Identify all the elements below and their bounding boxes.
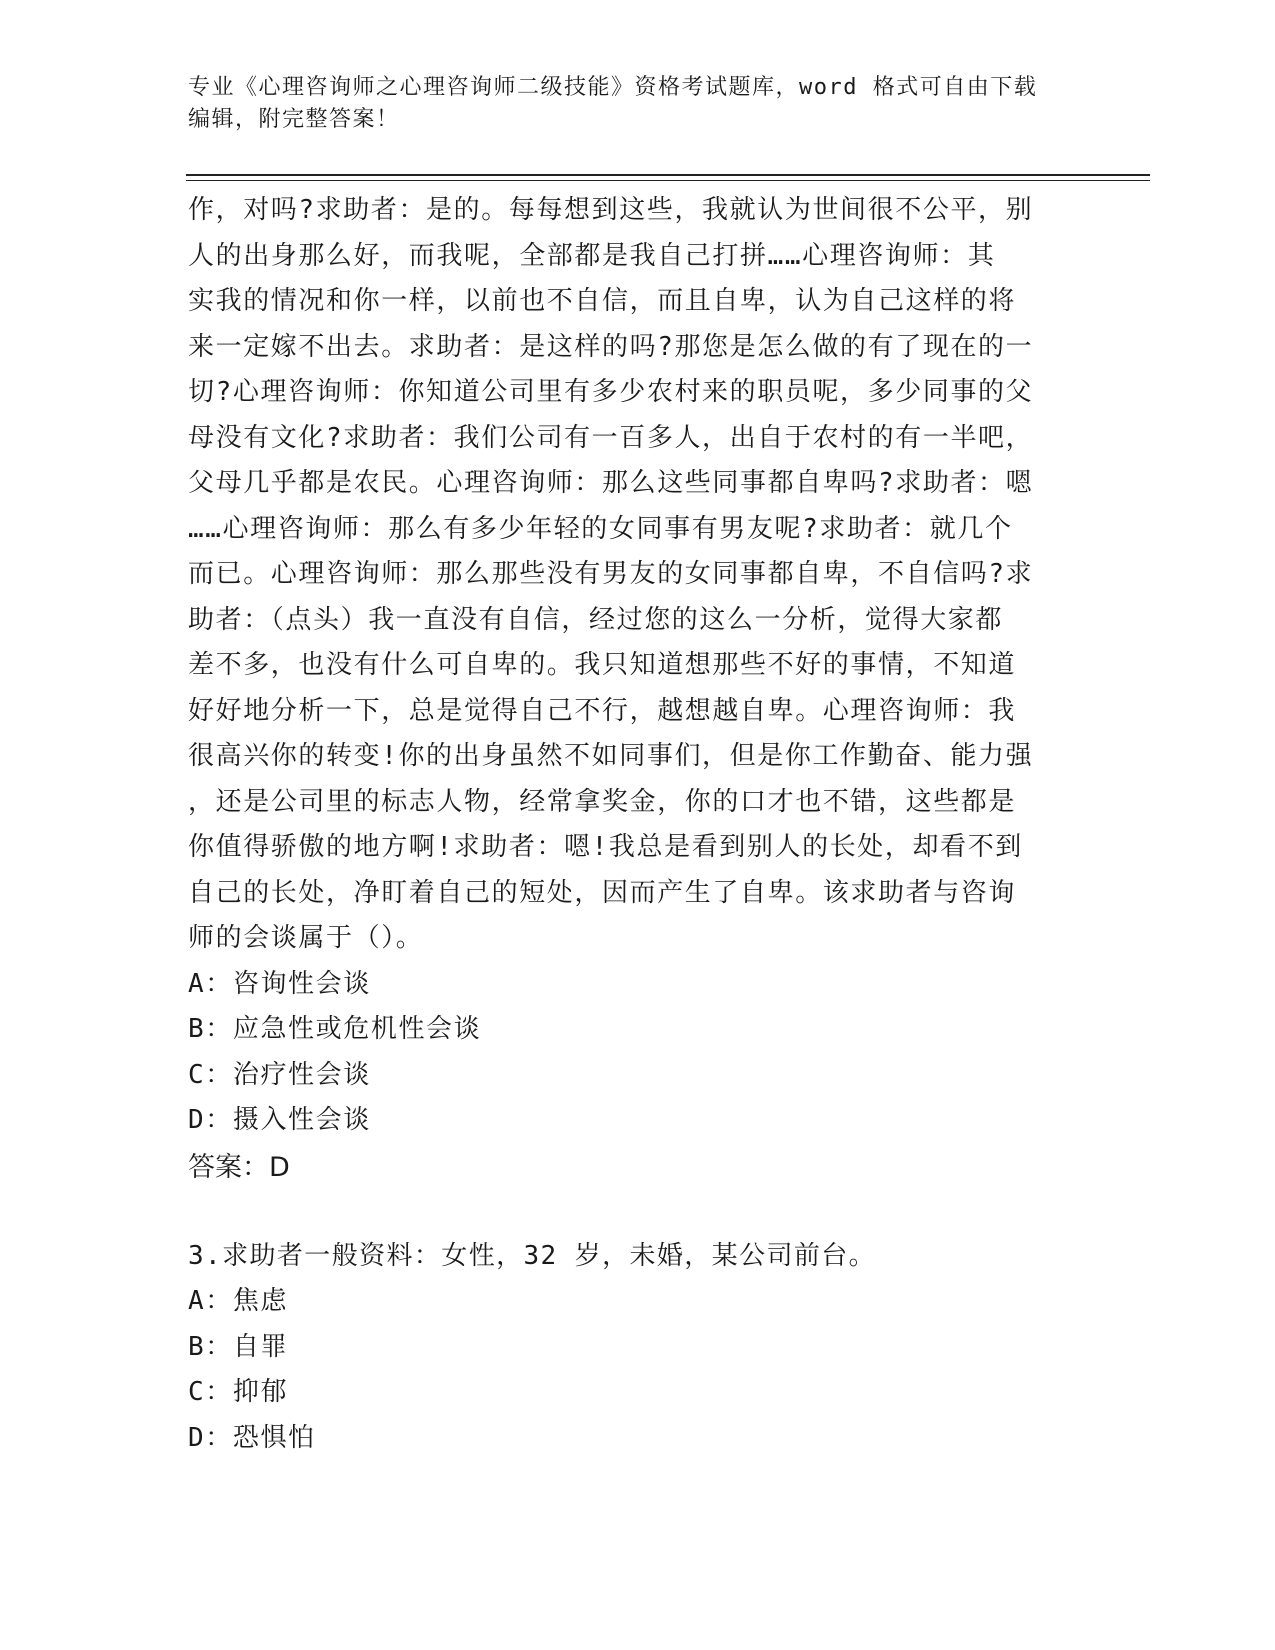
option-b: B：应急性或危机性会谈 [188,1014,482,1044]
question-stem-line: 自己的长处，净盯着自己的短处，因而产生了自卑。该求助者与咨询 [188,877,1017,908]
question-stem-line: 好好地分析一下，总是觉得自己不行，越想越自卑。心理咨询师：我 [188,695,1017,726]
option-d: D：恐惧怕 [188,1422,316,1453]
question-2 [188,188,1088,1190]
header-line-2: 编辑，附完整答案！ [188,107,400,132]
page-header [188,72,1088,136]
question-stem-line: 而已。心理咨询师：那么那些没有男友的女同事都自卑，不自信吗?求 [188,559,1034,589]
question-stem-line: 很高兴你的转变!你的出身虽然不如同事们，但是你工作勤奋、能力强 [188,741,1034,771]
option-a: A：焦虑 [188,1286,289,1316]
question-stem-line: 母没有文化?求助者：我们公司有一百多人，出自于农村的有一半吧， [188,422,1034,453]
question-stem-line: 助者：（点头）我一直没有自信，经过您的这么一分析，觉得大家都 [188,604,1004,635]
question-stem-line: 实我的情况和你一样，以前也不自信，而且自卑，认为自己这样的将 [188,286,1017,316]
option-d: D：摄入性会谈 [188,1105,371,1135]
question-stem-line: ，还是公司里的标志人物，经常拿奖金，你的口才也不错，这些都是 [188,786,1017,817]
option-a: A：咨询性会谈 [188,968,371,999]
question-title: 3.求助者一般资料：女性，32 岁，未婚，某公司前台。 [188,1240,877,1271]
question-stem-line: 差不多，也没有什么可自卑的。我只知道想那些不好的事情，不知道 [188,650,1017,680]
question-stem-line: 父母几乎都是农民。心理咨询师：那么这些同事都自卑吗?求助者：嗯 [188,468,1034,498]
question-stem-line: 来一定嫁不出去。求助者：是这样的吗?那您是怎么做的有了现在的一 [188,331,1034,362]
question-stem-line: 人的出身那么好，而我呢，全部都是我自己打拼……心理咨询师：其 [188,240,996,271]
question-stem-line: 切?心理咨询师：你知道公司里有多少农村来的职员呢，多少同事的父 [188,377,1034,407]
question-3 [188,1234,1088,1462]
question-stem-line: 师的会谈属于（）。 [188,923,424,953]
header-rule-thick [186,174,1150,176]
answer-line: 答案：D [188,1151,290,1183]
document-body [188,188,1088,1461]
header-line-1: 专业《心理咨询师之心理咨询师二级技能》资格考试题库，word 格式可自由下载 [188,75,1038,100]
option-c: C：抑郁 [188,1377,289,1407]
question-stem-line: 作，对吗?求助者：是的。每每想到这些，我就认为世间很不公平，别 [188,195,1034,225]
question-stem-line: 你值得骄傲的地方啊!求助者：嗯!我总是看到别人的长处，却看不到 [188,832,1023,862]
header-rule-thin [186,180,1150,181]
option-c: C：治疗性会谈 [188,1059,371,1090]
question-stem-line: ……心理咨询师：那么有多少年轻的女同事有男友呢?求助者：就几个 [188,513,1013,544]
option-b: B：自罪 [188,1331,289,1362]
